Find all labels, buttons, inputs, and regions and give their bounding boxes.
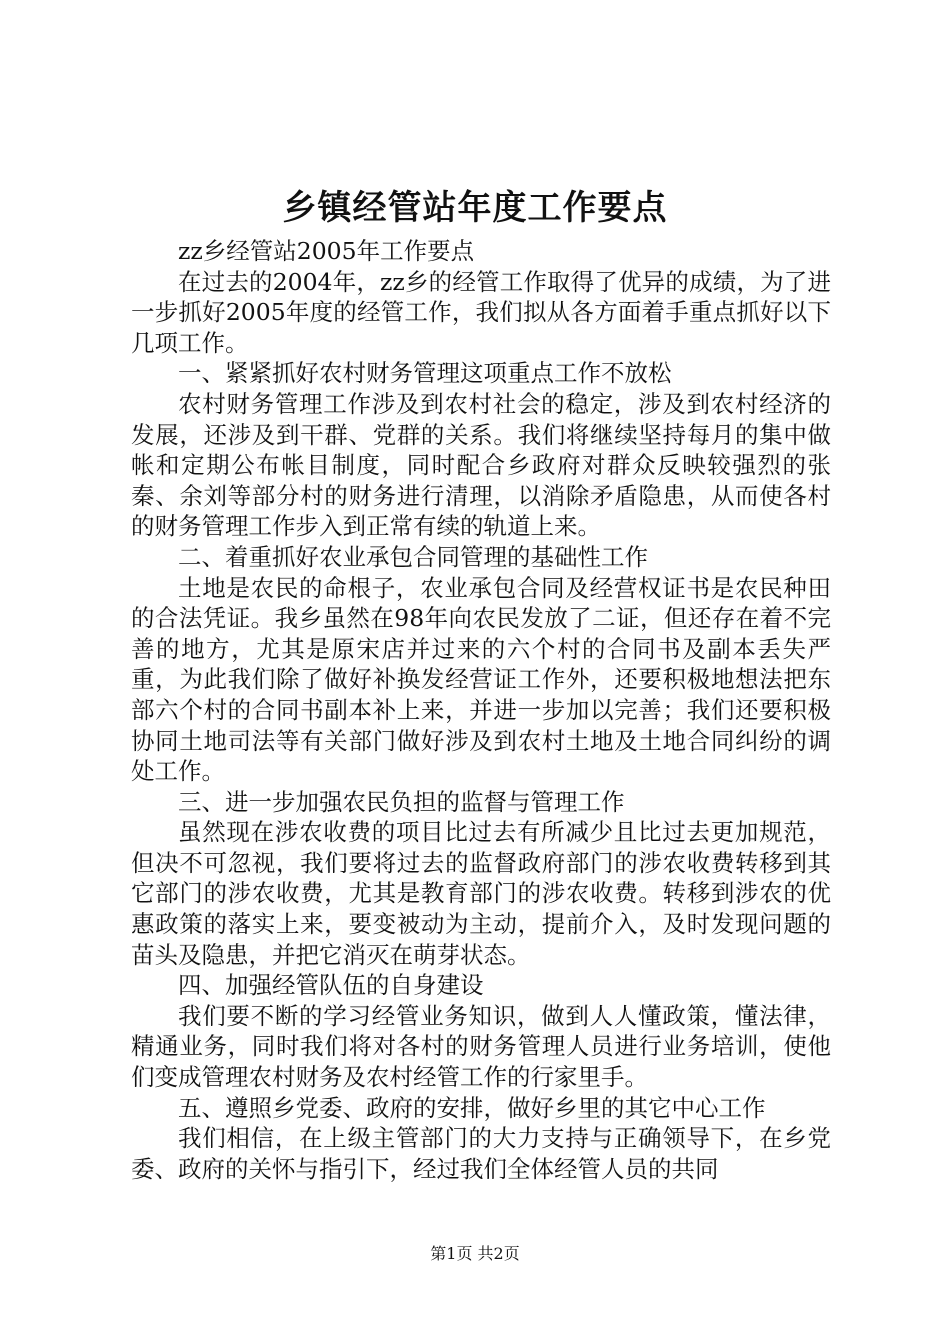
paragraph-closing: 我们相信，在上级主管部门的大力支持与正确领导下，在乡党委、政府的关怀与指引下，经过我们全体经管人员的共同 <box>131 1124 831 1183</box>
paragraph-section-1: 农村财务管理工作涉及到农村社会的稳定，涉及到农村经济的发展，还涉及到干群、党群的关系。我们将继续坚持每月的集中做帐和定期公布帐目制度，同时配合乡政府对群众反映较强烈的张秦、余刘等部分村的财务进行清理，以消除矛盾隐患，从而使各村的财务管理工作步入到正常有续的轨道上来。 <box>131 389 831 541</box>
section-heading-1: 一、紧紧抓好农村财务管理这项重点工作不放松 <box>178 359 672 388</box>
paragraph-section-3: 虽然现在涉农收费的项目比过去有所减少且比过去更加规范，但决不可忽视，我们要将过去的监督政府部门的涉农收费转移到其它部门的涉农收费，尤其是教育部门的涉农收费。转移到涉农的优惠政策的落实上来，要变被动为主动，提前介入，及时发现问题的苗头及隐患，并把它消灭在萌芽状态。 <box>131 818 831 969</box>
section-heading-4: 四、加强经管队伍的自身建设 <box>178 971 484 1000</box>
document-title: 乡镇经管站年度工作要点 <box>282 188 668 228</box>
section-heading-5: 五、遵照乡党委、政府的安排，做好乡里的其它中心工作 <box>178 1093 766 1122</box>
paragraph-intro: 在过去的2004年，zz乡的经管工作取得了优异的成绩，为了进一步抓好2005年度的经管工作，我们拟从各方面着手重点抓好以下几项工作。 <box>131 267 831 357</box>
paragraph-subtitle: zz乡经管站2005年工作要点 <box>178 237 475 265</box>
section-heading-2: 二、着重抓好农业承包合同管理的基础性工作 <box>178 542 648 571</box>
page-footer: 第1页 共2页 <box>430 1244 520 1263</box>
document-body <box>131 236 831 1184</box>
paragraph-section-4: 我们要不断的学习经管业务知识，做到人人懂政策，懂法律，精通业务，同时我们将对各村的财务管理人员进行业务培训，使他们变成管理农村财务及农村经管工作的行家里手。 <box>131 1001 831 1092</box>
section-heading-3: 三、进一步加强农民负担的监督与管理工作 <box>178 787 625 816</box>
paragraph-section-2: 土地是农民的命根子，农业承包合同及经营权证书是农民种田的合法凭证。我乡虽然在98年向农民发放了二证，但还存在着不完善的地方，尤其是原宋店并过来的六个村的合同书及副本丢失严重，为此我们除了做好补换发经营证工作外，还要积极地想法把东部六个村的合同书副本补上来，并进一步加以完善；我们还要积极协同土地司法等有关部门做好涉及到农村土地及土地合同纠纷的调处工作。 <box>131 573 831 786</box>
